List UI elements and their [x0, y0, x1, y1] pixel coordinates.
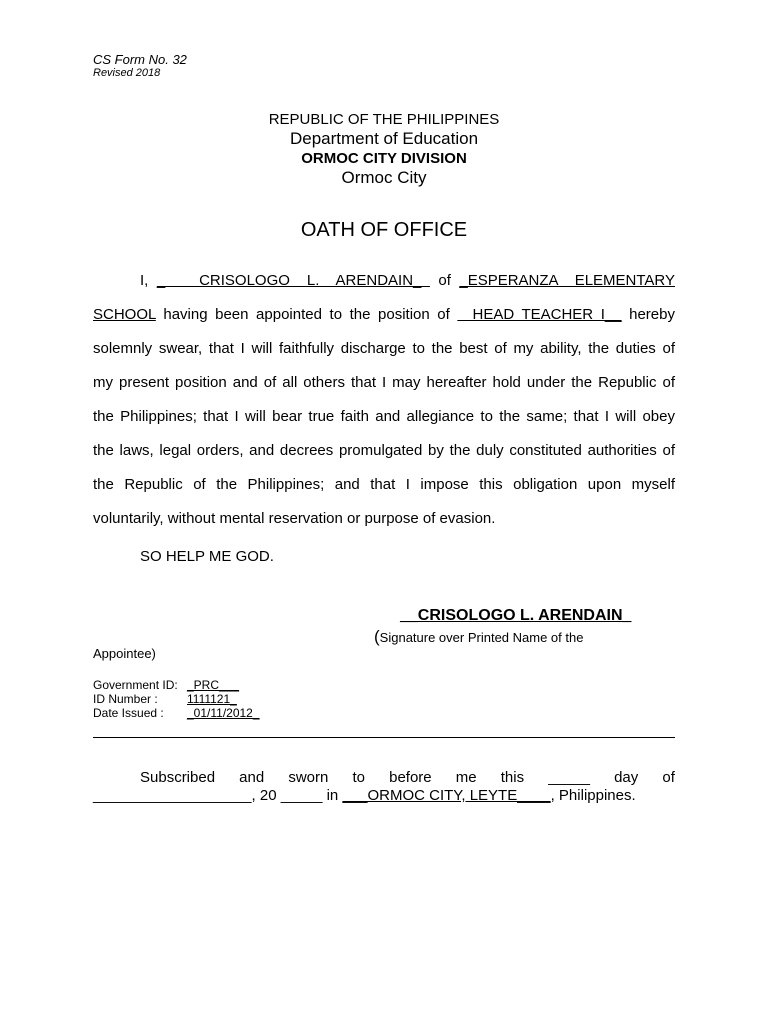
- sub-word: to: [352, 769, 365, 786]
- oath-line-6: the laws, legal orders, and decrees promulgated by the duly constituted authorities of: [93, 442, 675, 459]
- sub-word: and: [239, 769, 265, 786]
- id-number-label: ID Number :: [93, 692, 158, 706]
- id-block: [93, 678, 260, 720]
- position-field: HEAD TEACHER I__: [457, 306, 622, 323]
- header-republic: REPUBLIC OF THE PHILIPPINES: [268, 111, 500, 128]
- date-issued-label: Date Issued :: [93, 706, 164, 720]
- form-revised: Revised 2018: [93, 67, 161, 79]
- oath-appointed-text: having been appointed to the position of: [155, 306, 458, 323]
- gov-id-value: _PRC___: [187, 678, 240, 692]
- sub-word: day: [614, 769, 639, 786]
- subscribed-line-1: [93, 769, 675, 787]
- day-blank: _____: [548, 769, 590, 786]
- id-number-row: [93, 692, 260, 706]
- place-field: ___ORMOC CITY, LEYTE____: [342, 787, 551, 804]
- signature-caption: [374, 627, 583, 647]
- oath-body: [93, 264, 675, 536]
- gov-id-row: [93, 678, 260, 692]
- id-number-value: 1111121_: [187, 692, 237, 706]
- oath-line-8: voluntarily, without mental reservation or purpose of evasion.: [93, 510, 496, 527]
- school-field: _ESPERANZA ELEMENTARY: [459, 272, 675, 289]
- document-title: OATH OF OFFICE: [300, 219, 468, 241]
- oath-of: of: [438, 272, 451, 289]
- appointee-name-field: _ CRISOLOGO L. ARENDAIN_: [156, 272, 430, 289]
- signature-name: __CRISOLOGO L. ARENDAIN_: [400, 607, 632, 624]
- sub-word: this: [500, 769, 525, 786]
- oath-line-5: the Philippines; that I will bear true faith and allegiance to the same; that I will obey: [93, 408, 675, 425]
- divider-line: [93, 737, 675, 738]
- sub-word: sworn: [288, 769, 329, 786]
- oath-line-1: [93, 264, 675, 298]
- subscribed-clause: [93, 769, 675, 805]
- oath-line-3: solemnly swear, that I will faithfully discharge to the best of my ability, the duties of: [93, 340, 675, 357]
- header-division: ORMOC CITY DIVISION: [301, 150, 467, 167]
- so-help-me-god: SO HELP ME GOD.: [140, 548, 274, 565]
- signature-appointee: Appointee): [93, 646, 156, 661]
- oath-line-7: the Republic of the Philippines; and that I impose this obligation upon myself: [93, 476, 675, 493]
- signature-caption-text: Signature over Printed Name of the: [379, 630, 584, 645]
- oath-line-2: [93, 298, 675, 332]
- gov-id-label: Government ID:: [93, 678, 178, 692]
- sub-word: Subscribed: [140, 769, 216, 786]
- header-city: Ormoc City: [341, 168, 427, 187]
- date-issued-value: _01/11/2012_: [187, 706, 260, 720]
- signature-paren: (: [374, 627, 380, 646]
- date-issued-row: [93, 706, 260, 720]
- sub-end: , Philippines.: [550, 787, 636, 804]
- sub-word: before: [389, 769, 432, 786]
- sub-in: in: [322, 787, 343, 804]
- sub-word: me: [455, 769, 477, 786]
- oath-hereby: hereby: [629, 306, 675, 323]
- month-blank: ___________________: [93, 787, 252, 804]
- oath-i: I,: [140, 272, 149, 289]
- sub-comma-20: , 20: [251, 787, 281, 804]
- subscribed-line-2: [93, 787, 675, 805]
- sub-word: of: [662, 769, 675, 786]
- oath-line-4: my present position and of all others that I may hereafter hold under the Republic of: [93, 374, 675, 391]
- year-blank: _____: [280, 787, 323, 804]
- header-department: Department of Education: [289, 129, 479, 148]
- school-field-cont: SCHOOL: [93, 306, 156, 323]
- form-number: CS Form No. 32: [93, 52, 187, 67]
